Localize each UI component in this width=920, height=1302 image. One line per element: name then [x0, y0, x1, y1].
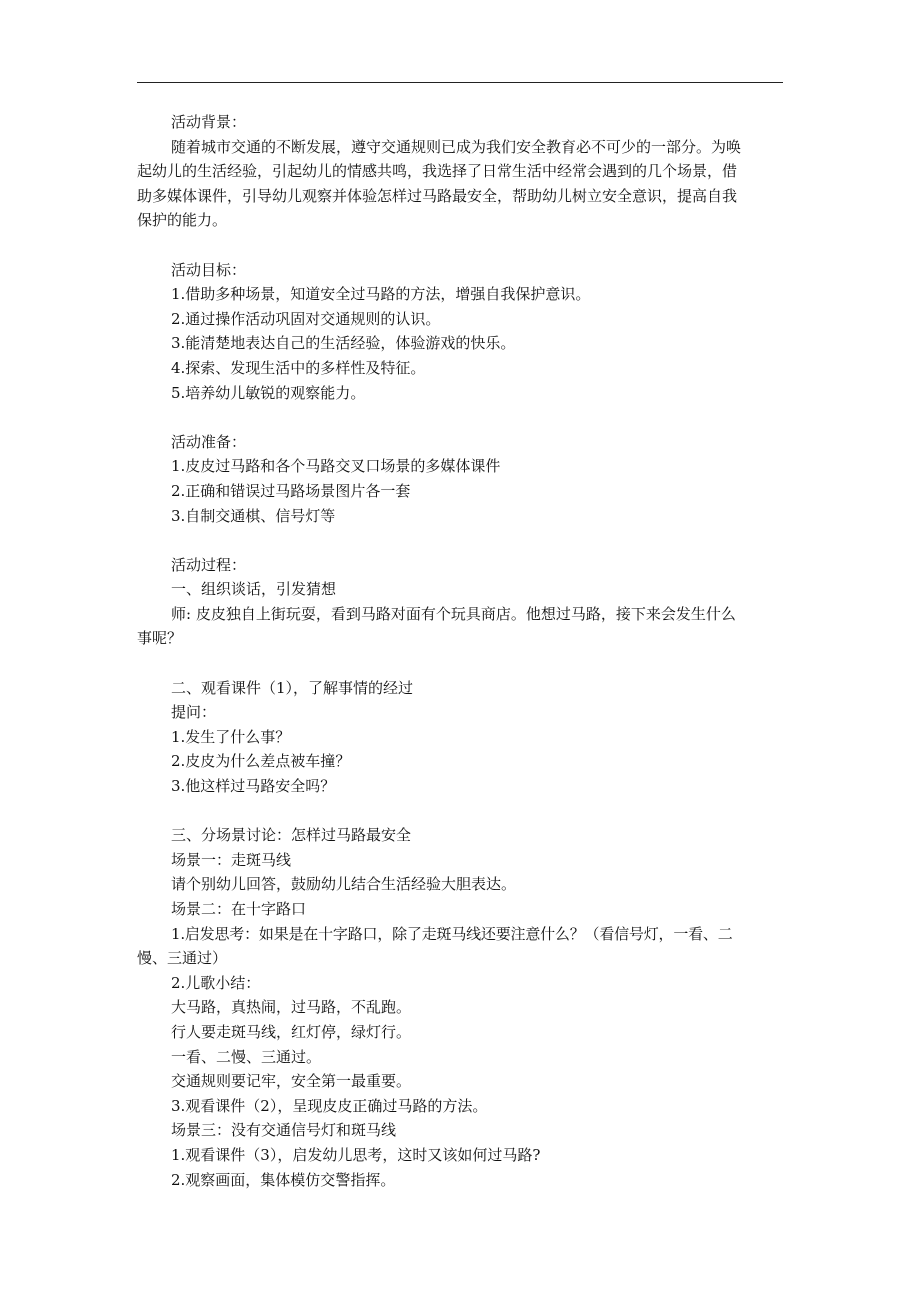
goal-item: 3.能清楚地表达自己的生活经验，体验游戏的快乐。 [171, 334, 516, 353]
background-heading: 活动背景： [171, 113, 247, 131]
spacer [137, 233, 783, 258]
process-part1-text: 师: 皮皮独自上街玩耍，看到马路对面有个玩具商店。他想过马路，接下来会发生什么 [171, 604, 736, 623]
scene2-item: 1.启发思考：如果是在十字路口，除了走斑马线还要注意什么？（看信号灯，一看、二 [171, 924, 733, 943]
scene3-item: 2.观察画面，集体模仿交警指挥。 [171, 1170, 396, 1189]
spacer [137, 799, 783, 824]
question-item: 1.发生了什么事？ [171, 727, 291, 746]
goal-item: 2.通过操作活动巩固对交通规则的认识。 [171, 309, 441, 328]
preparation-item: 3.自制交通棋、信号灯等 [171, 506, 336, 525]
background-text-line: 随着城市交通的不断发展，遵守交通规则已成为我们安全教育必不可少的一部分。为唤 [171, 137, 742, 156]
question-item: 2.皮皮为什么差点被车撞？ [171, 752, 351, 771]
process-heading: 活动过程： [171, 555, 247, 574]
spacer [137, 651, 783, 676]
background-text-line: 起幼儿的生活经验，引起幼儿的情感共鸣，我选择了日常生活中经常会遇到的几个场景，借 [137, 162, 738, 181]
preparation-item: 1.皮皮过马路和各个马路交叉口场景的多媒体课件 [171, 457, 501, 476]
process-part1-title: 一、组织谈话，引发猜想 [171, 580, 337, 599]
preparation-item: 2.正确和错误过马路场景图片各一套 [171, 481, 411, 500]
goals-heading: 活动目标： [171, 260, 247, 279]
scene2-item: 2.儿歌小结： [171, 973, 261, 992]
document-body [137, 110, 783, 1192]
scene3-item: 1.观看课件（3），启发幼儿思考，这时又该如何过马路? [171, 1145, 541, 1164]
scene3-title: 场景三：没有交通信号灯和斑马线 [171, 1121, 397, 1140]
process-part2-ask: 提问： [171, 703, 217, 722]
scene2-title: 场景二：在十字路口 [171, 900, 307, 918]
spacer [137, 405, 783, 430]
rhyme-line: 交通规则要记牢，安全第一最重要。 [171, 1072, 412, 1091]
scene2-item: 3.观看课件（2），呈现皮皮正确过马路的方法。 [171, 1096, 488, 1115]
scene1-title: 场景一：走斑马线 [171, 850, 292, 869]
rhyme-line: 大马路，真热闹，过马路，不乱跑。 [171, 998, 412, 1017]
rhyme-line: 一看、二慢、三通过。 [171, 1047, 322, 1066]
goal-item: 4.探索、发现生活中的多样性及特征。 [171, 358, 426, 377]
background-text-line: 助多媒体课件，引导幼儿观察并体验怎样过马路最安全，帮助幼儿树立安全意识，提高自我 [137, 186, 738, 205]
process-part3-title: 三、分场景讨论：怎样过马路最安全 [171, 826, 412, 845]
goal-item: 5.培养幼儿敏锐的观察能力。 [171, 383, 366, 402]
preparation-heading: 活动准备： [171, 432, 247, 451]
question-item: 3.他这样过马路安全吗？ [171, 777, 336, 796]
scene2-item: 慢、三通过） [137, 949, 228, 968]
process-part1-text: 事呢？ [137, 629, 183, 648]
process-part2-title: 二、观看课件（1），了解事情的经过 [171, 678, 414, 697]
header-rule [137, 82, 783, 83]
spacer [137, 528, 783, 553]
background-text-line: 保护的能力。 [137, 211, 228, 230]
scene1-text: 请个别幼儿回答，鼓励幼儿结合生活经验大胆表达。 [171, 875, 517, 894]
goal-item: 1.借助多种场景，知道安全过马路的方法，增强自我保护意识。 [171, 285, 591, 304]
rhyme-line: 行人要走斑马线，红灯停，绿灯行。 [171, 1022, 412, 1041]
